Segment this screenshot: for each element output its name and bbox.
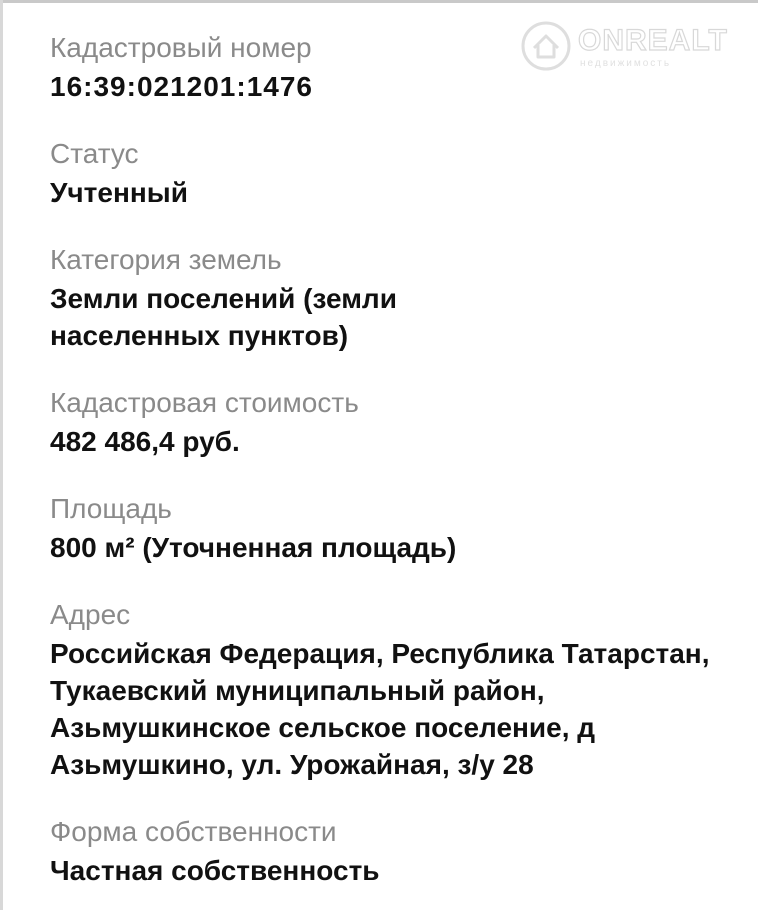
left-divider [0, 0, 3, 910]
field-label: Форма собственности [50, 816, 337, 847]
field-value: Российская Федерация, Республика Татарстан, Тукаевский муниципальный район, Азьмушкинское сельское поселение, д Азьмушкино, ул. Урожайная, з/у 28 [50, 638, 710, 780]
field-value: 16:39:021201:1476 [50, 71, 313, 102]
field-value: 800 м² (Уточненная площадь) [50, 532, 457, 563]
field-cadastral-value [50, 383, 740, 460]
field-status [50, 134, 740, 211]
field-label: Площадь [50, 493, 172, 524]
field-value: Земли поселений (земли населенных пунктов) [50, 283, 397, 351]
field-address [50, 595, 710, 783]
field-label: Кадастровый номер [50, 32, 312, 63]
field-label: Категория земель [50, 244, 282, 275]
field-area [50, 489, 740, 566]
field-value: 482 486,4 руб. [50, 426, 240, 457]
field-ownership [50, 812, 740, 889]
field-value: Частная собственность [50, 855, 380, 886]
field-value: Учтенный [50, 177, 188, 208]
watermark-brand: ONREALT [578, 24, 728, 57]
watermark-tagline: недвижимость [580, 58, 672, 69]
field-label: Адрес [50, 599, 131, 630]
field-land-category [50, 240, 480, 354]
top-divider [0, 0, 758, 3]
field-cadastral-number [50, 28, 740, 105]
field-label: Кадастровая стоимость [50, 387, 359, 418]
property-details [50, 28, 740, 918]
field-label: Статус [50, 138, 139, 169]
